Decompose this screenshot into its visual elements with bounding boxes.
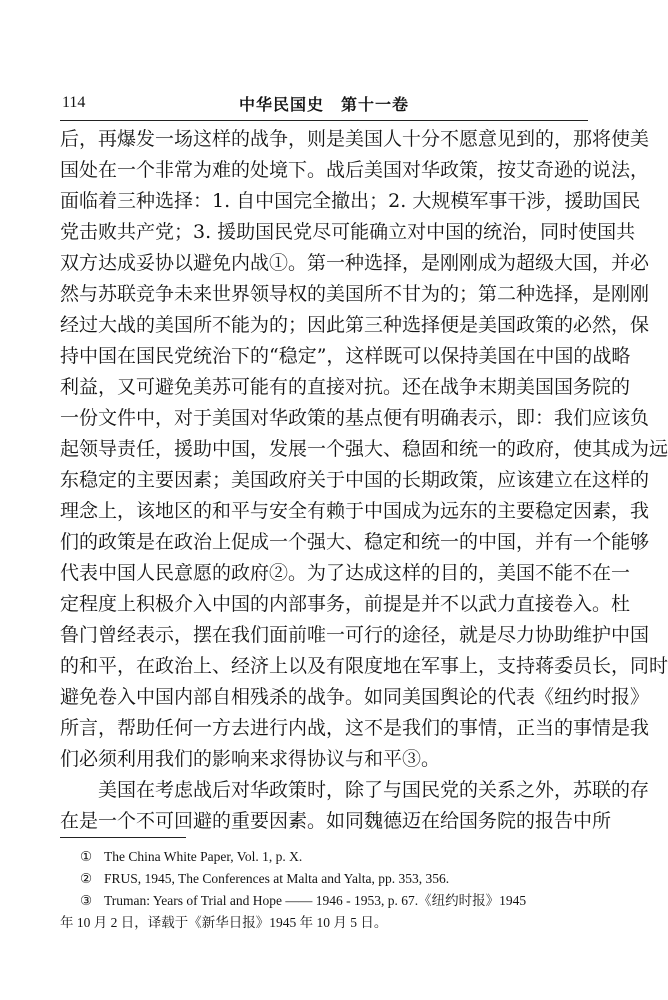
- body-line: 定程度上积极介入中国的内部事务，前提是并不以武力直接卷入。杜: [60, 593, 631, 615]
- body-line: 东稳定的主要因素；美国政府关于中国的长期政策，应该建立在这样的: [60, 469, 650, 491]
- header-rule: [60, 120, 588, 121]
- body-line: 持中国在国民党统治下的“稳定”，这样既可以保持美国在中国的战略: [60, 345, 631, 367]
- body-line: 鲁门曾经表示，摆在我们面前唯一可行的途径，就是尽力协助维护中国: [60, 624, 650, 646]
- body-line: 一份文件中，对于美国对华政策的基点便有明确表示，即：我们应该负: [60, 407, 650, 429]
- body-line: 避免卷入中国内部自相残杀的战争。如同美国舆论的代表《纽约时报》: [60, 686, 650, 708]
- footnote-mark: ②: [80, 871, 93, 886]
- page-header: [60, 92, 588, 118]
- footnote-1: [60, 846, 588, 868]
- body-line: 双方达成妥协以避免内战①。第一种选择，是刚刚成为超级大国，并必: [60, 252, 650, 274]
- footnote-text: The China White Paper, Vol. 1, p. X.: [104, 849, 303, 864]
- footnote-3: [60, 890, 588, 912]
- footnote-text: FRUS, 1945, The Conferences at Malta and Yalta, pp. 353, 356.: [104, 871, 450, 886]
- footnote-text: Truman: Years of Trial and Hope —— 1946 - 1953, p. 67.《纽约时报》1945: [104, 893, 527, 908]
- footnote-3-continuation: 年 10 月 2 日，译载于《新华日报》1945 年 10 月 5 日。: [60, 915, 388, 930]
- paragraph-start-line: 美国在考虑战后对华政策时，除了与国民党的关系之外，苏联的存: [98, 779, 650, 801]
- footnote-rule: [60, 837, 186, 838]
- body-line: 经过大战的美国所不能为的；因此第三种选择便是美国政策的必然，保: [60, 314, 650, 336]
- body-line: 在是一个不可回避的重要因素。如同魏德迈在给国务院的报告中所: [60, 810, 612, 832]
- body-line: 起领导责任，援助中国，发展一个强大、稳固和统一的政府，使其成为远: [60, 438, 668, 460]
- body-line: 的和平，在政治上、经济上以及有限度地在军事上，支持蒋委员长，同时: [60, 655, 668, 677]
- footnote-mark: ③: [80, 893, 93, 908]
- running-head: 中华民国史 第十一卷: [238, 95, 409, 114]
- body-line: 党击败共产党；3. 援助国民党尽可能确立对中国的统治，同时使国共: [60, 221, 636, 243]
- body-line: 国处在一个非常为难的处境下。战后美国对华政策，按艾奇逊的说法，: [60, 159, 650, 181]
- body-line: 后，再爆发一场这样的战争，则是美国人十分不愿意见到的，那将使美: [60, 128, 650, 150]
- body-line: 所言，帮助任何一方去进行内战，这不是我们的事情，正当的事情是我: [60, 717, 650, 739]
- footnotes: [60, 846, 588, 934]
- body-text: [60, 124, 668, 837]
- page-number: 114: [62, 94, 86, 111]
- body-line: 利益，又可避免美苏可能有的直接对抗。还在战争末期美国国务院的: [60, 376, 631, 398]
- body-line: 理念上，该地区的和平与安全有赖于中国成为远东的主要稳定因素，我: [60, 500, 650, 522]
- paragraph-end-line: 们必须利用我们的影响来求得协议与和平③。: [60, 748, 441, 770]
- footnote-2: [60, 868, 588, 890]
- footnote-mark: ①: [80, 849, 93, 864]
- body-line: 们的政策是在政治上促成一个强大、稳定和统一的中国，并有一个能够: [60, 531, 650, 553]
- body-line: 代表中国人民意愿的政府②。为了达成这样的目的，美国不能不在一: [60, 562, 631, 584]
- body-line: 面临着三种选择：1. 自中国完全撤出；2. 大规模军事干涉，援助国民: [60, 190, 641, 212]
- body-line: 然与苏联竞争未来世界领导权的美国所不甘为的；第二种选择，是刚刚: [60, 283, 650, 305]
